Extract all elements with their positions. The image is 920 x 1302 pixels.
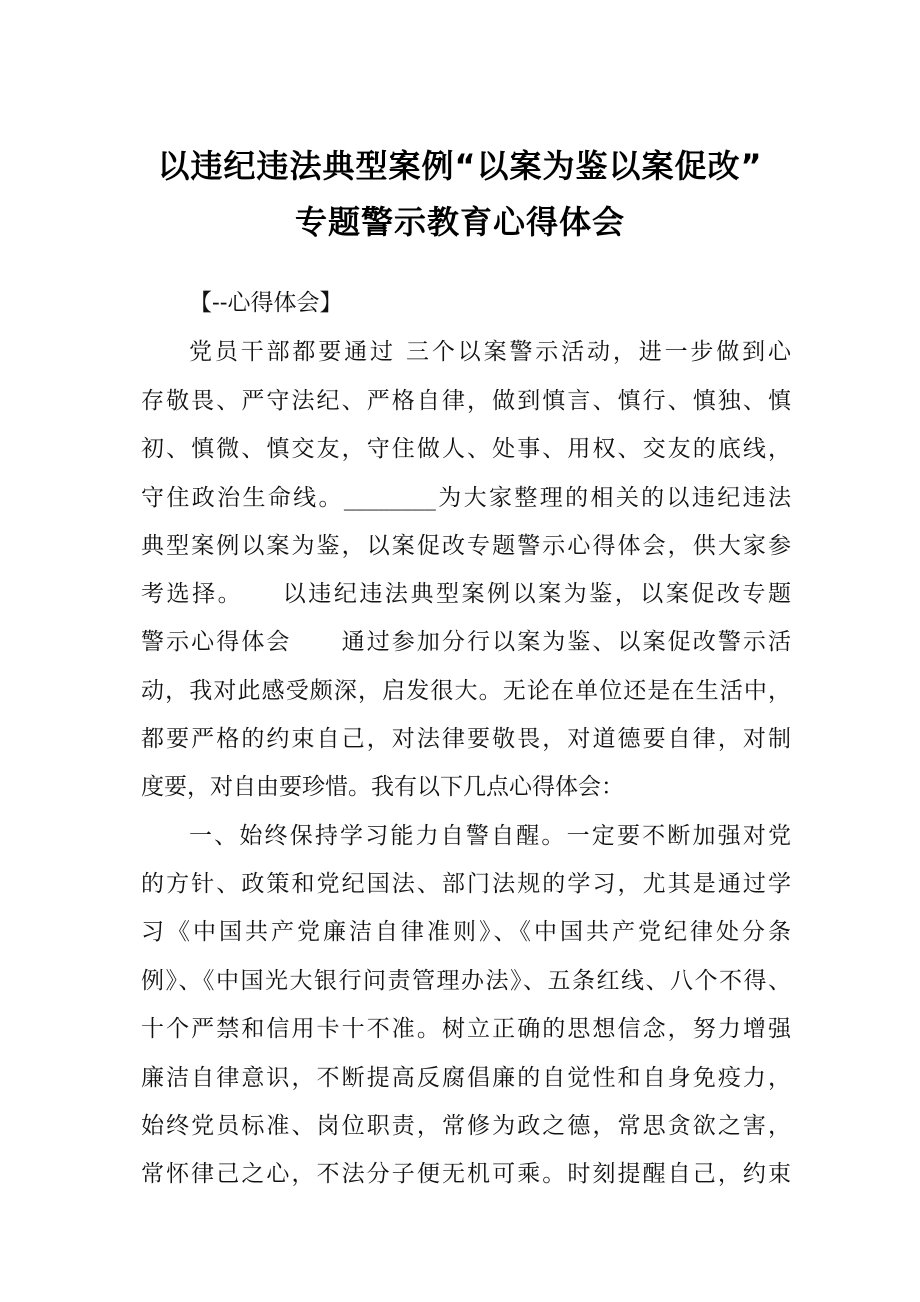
paragraph-line: 动，我对此感受颇深，启发很大。无论在单位还是在生活中， — [141, 678, 791, 704]
paragraph-line: 始终党员标准、岗位职责，常修为政之德，常思贪欲之害， — [141, 1113, 791, 1139]
document-title-line-2: 专题警示教育心得体会 — [294, 203, 625, 241]
paragraph-line: 常怀律己之心，不法分子便无机可乘。时刻提醒自己，约束 — [141, 1161, 791, 1187]
paragraph-line: 都要严格的约束自己，对法律要敬畏，对道德要自律，对制 — [141, 726, 791, 752]
paragraph-line: 存敬畏、严守法纪、严格自律，做到慎言、慎行、慎独、慎 — [141, 388, 791, 414]
paragraph-line: 初、慎微、慎交友，守住做人、处事、用权、交友的底线， — [141, 436, 791, 462]
paragraph-line: 警示心得体会 通过参加分行以案为鉴、以案促改警示活 — [141, 629, 791, 655]
category-tag: 【--心得体会】 — [189, 290, 343, 316]
paragraph-line: 习《中国共产党廉洁自律准则》、《中国共产党纪律处分条 — [141, 919, 791, 945]
document-title-line-1: 以违纪违法典型案例“以案为鉴以案促改” — [157, 147, 763, 185]
paragraph-line: 十个严禁和信用卡十不准。树立正确的思想信念，努力增强 — [141, 1016, 791, 1042]
paragraph-line: 例》、《中国光大银行问责管理办法》、五条红线、八个不得、 — [141, 968, 791, 994]
paragraph-line: 一、始终保持学习能力自警自醒。一定要不断加强对党 — [189, 823, 791, 849]
paragraph-line: 守住政治生命线。________为大家整理的相关的以违纪违法 — [141, 485, 791, 511]
paragraph-line: 党员干部都要通过 三个以案警示活动，进一步做到心 — [189, 339, 791, 365]
paragraph-line: 考选择。 以违纪违法典型案例以案为鉴，以案促改专题 — [141, 581, 791, 607]
paragraph-line: 廉洁自律意识，不断提高反腐倡廉的自觉性和自身免疫力， — [141, 1065, 791, 1091]
paragraph-line: 典型案例以案为鉴，以案促改专题警示心得体会，供大家参 — [141, 533, 791, 559]
paragraph-line: 的方针、政策和党纪国法、部门法规的学习，尤其是通过学 — [141, 871, 791, 897]
paragraph-line: 度要，对自由要珍惜。我有以下几点心得体会： — [141, 774, 624, 800]
